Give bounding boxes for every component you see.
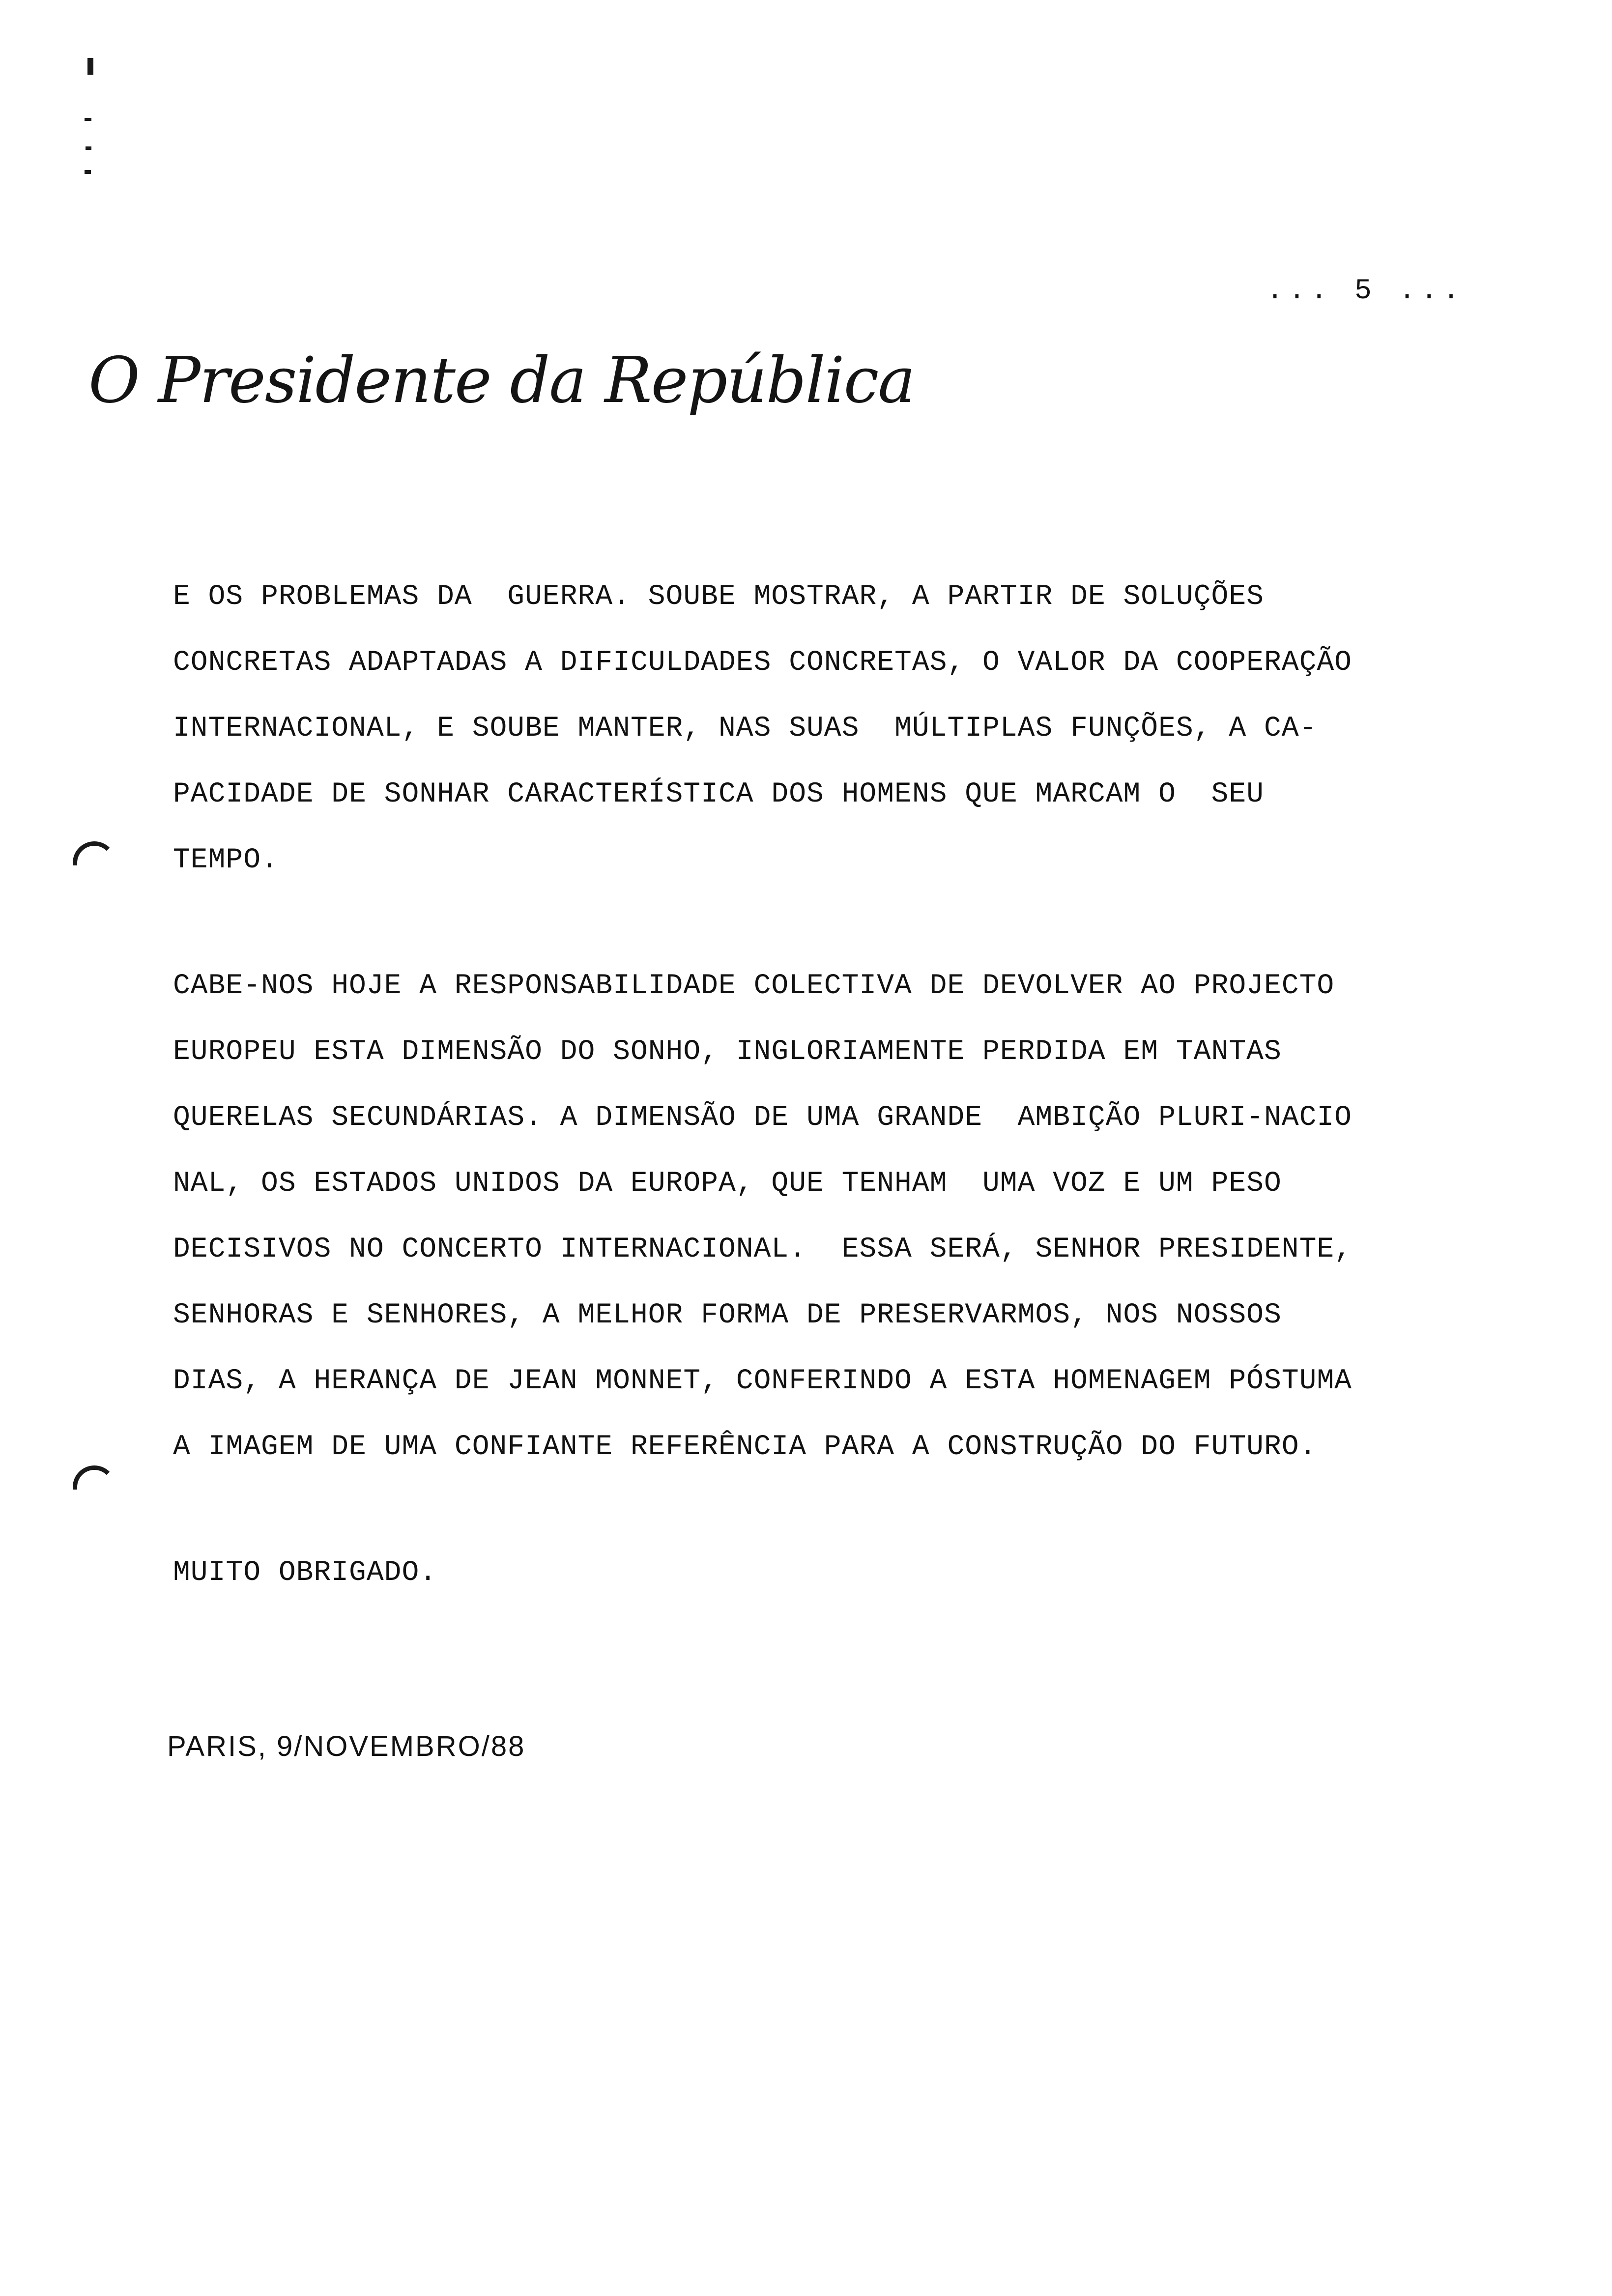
paragraph-1 [173,564,1500,893]
closing-line: MUITO OBRIGADO. [173,1557,437,1589]
text-line: A IMAGEM DE UMA CONFIANTE REFERÊNCIA PARA A CONSTRUÇÃO DO FUTURO. [173,1431,1317,1463]
punch-hole-mark [73,841,116,865]
page-number: ... 5 ... [1266,275,1465,307]
text-line: E OS PROBLEMAS DA GUERRA. SOUBE MOSTRAR, A PARTIR DE SOLUÇÕES [173,581,1264,613]
text-line: NAL, OS ESTADOS UNIDOS DA EUROPA, QUE TENHAM UMA VOZ E UM PESO [173,1168,1282,1200]
punch-hole-mark [73,1465,116,1490]
text-line: PACIDADE DE SONHAR CARACTERÍSTICA DOS HOMENS QUE MARCAM O SEU [173,778,1264,810]
scan-mark [87,58,93,75]
text-line: EUROPEU ESTA DIMENSÃO DO SONHO, INGLORIAMENTE PERDIDA EM TANTAS [173,1036,1282,1068]
text-line: SENHORAS E SENHORES, A MELHOR FORMA DE PRESERVARMOS, NOS NOSSOS [173,1299,1282,1331]
paragraph-2 [173,953,1500,1480]
scan-mark [86,146,91,150]
text-line: CONCRETAS ADAPTADAS A DIFICULDADES CONCRETAS, O VALOR DA COOPERAÇÃO [173,647,1352,679]
text-line: TEMPO. [173,844,279,876]
letterhead: O Presidente da República [88,344,915,417]
scan-mark [85,170,91,174]
scan-mark [85,118,91,121]
text-line: INTERNACIONAL, E SOUBE MANTER, NAS SUAS MÚLTIPLAS FUNÇÕES, A CA- [173,713,1317,745]
text-line: CABE-NOS HOJE A RESPONSABILIDADE COLECTIVA DE DEVOLVER AO PROJECTO [173,970,1335,1002]
text-line: QUERELAS SECUNDÁRIAS. A DIMENSÃO DE UMA GRANDE AMBIÇÃO PLURI-NACIO [173,1102,1352,1134]
dateline: PARIS, 9/NOVEMBRO/88 [167,1730,526,1762]
text-line: DECISIVOS NO CONCERTO INTERNACIONAL. ESSA SERÁ, SENHOR PRESIDENTE, [173,1234,1352,1265]
text-line: DIAS, A HERANÇA DE JEAN MONNET, CONFERINDO A ESTA HOMENAGEM PÓSTUMA [173,1365,1352,1397]
